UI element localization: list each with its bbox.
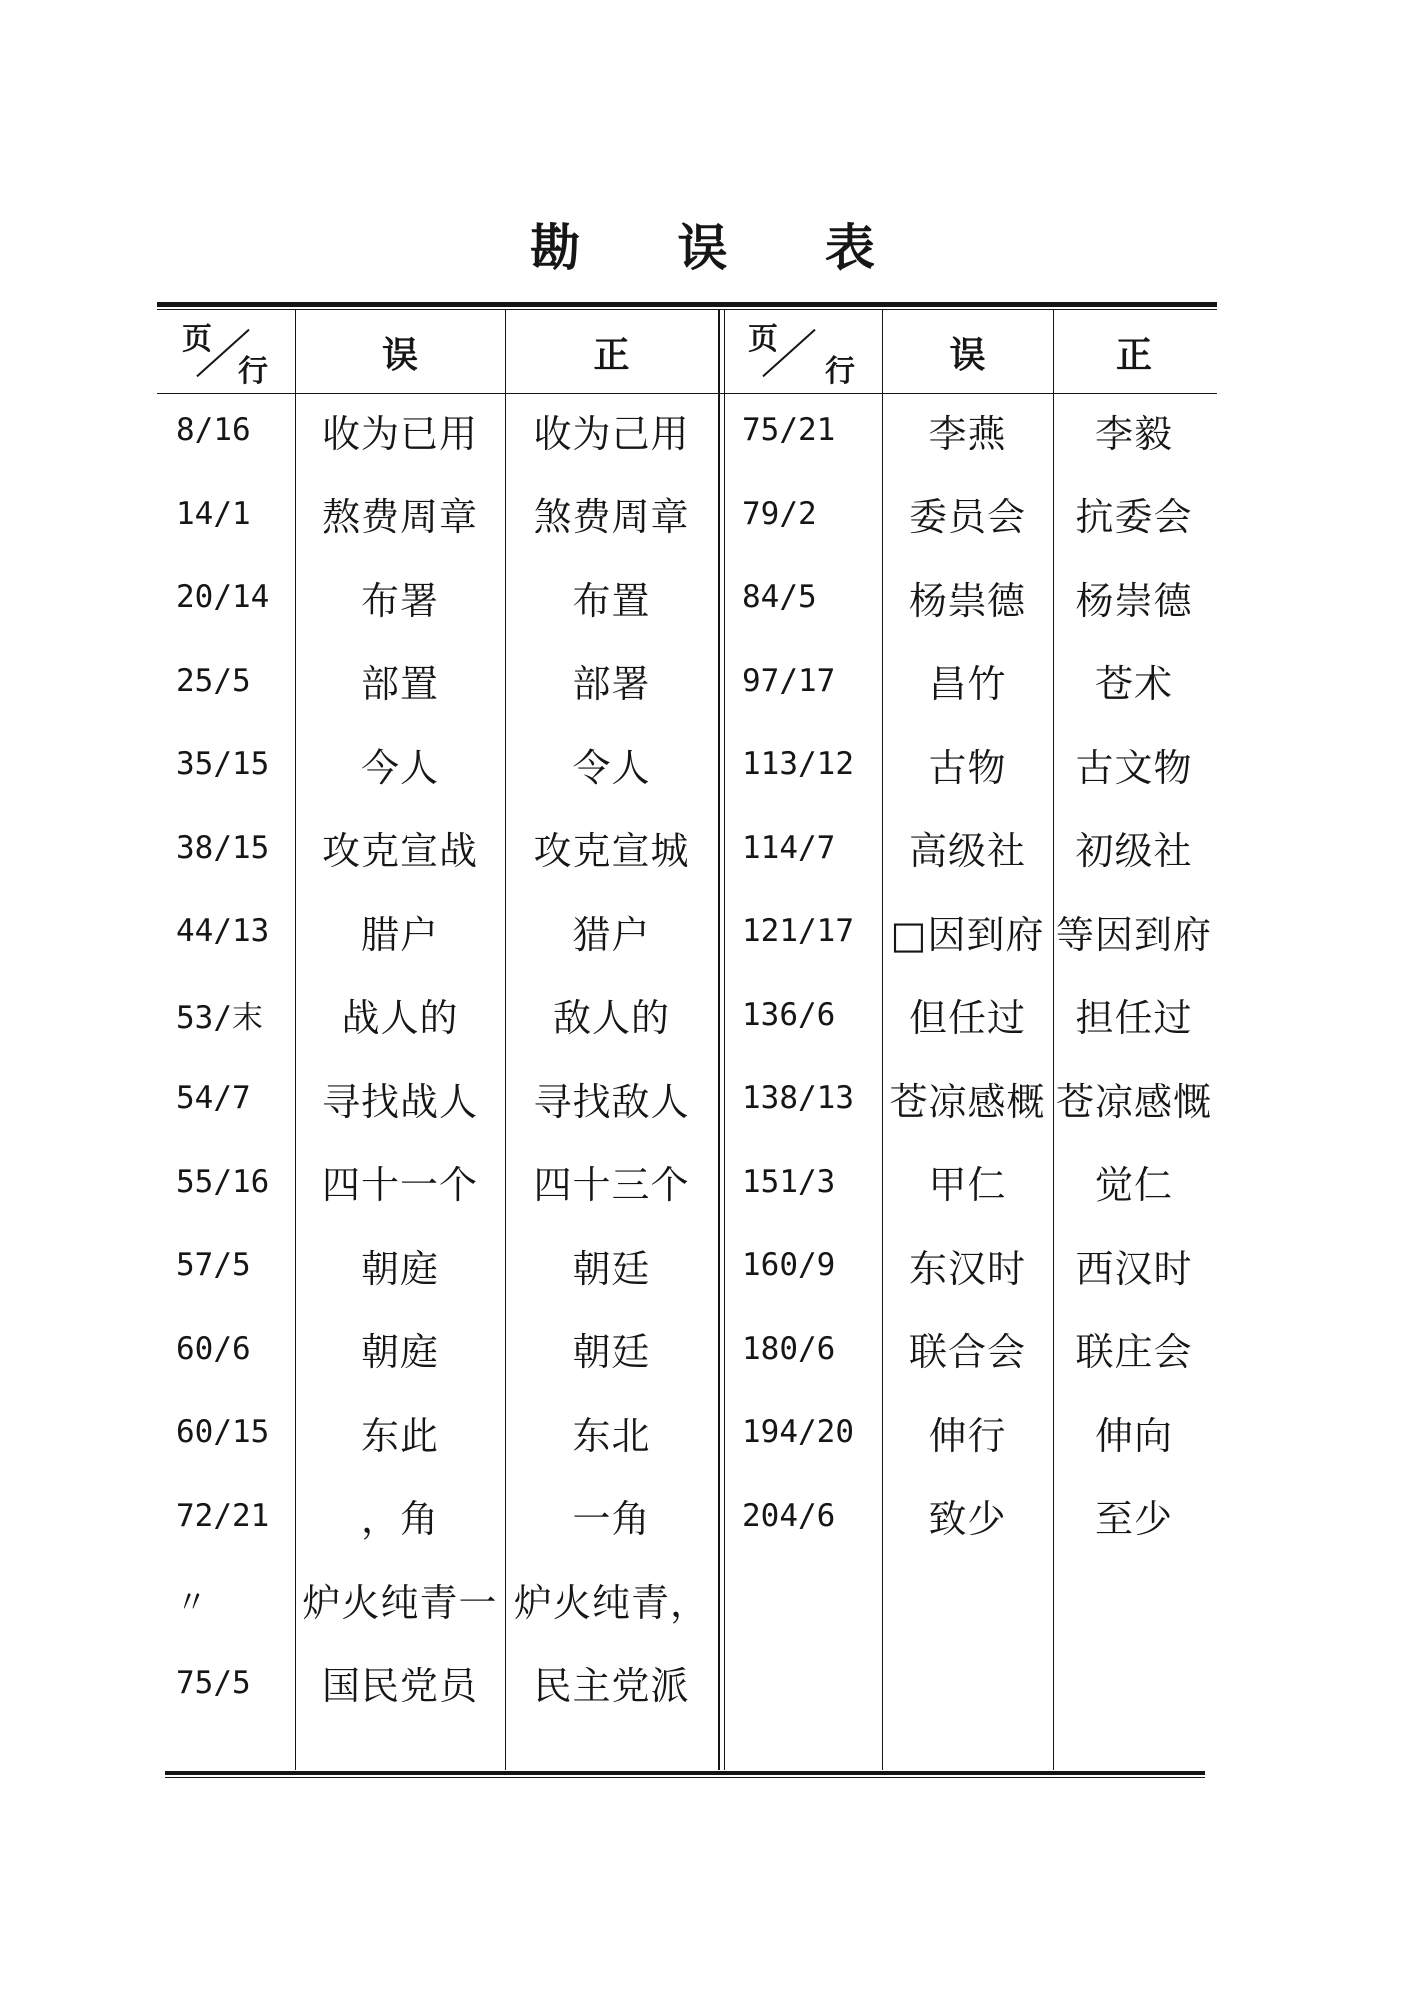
table-row (0, 1481, 1405, 1551)
correct-cell: 苍凉感慨 (1055, 1079, 1212, 1124)
correct-cell: 攻克宣城 (533, 829, 690, 873)
header-line-label: 行 (825, 354, 855, 389)
correct-cell: 东北 (572, 1413, 651, 1458)
table-row (0, 1314, 1405, 1384)
wrong-cell: 甲仁 (928, 1163, 1007, 1207)
header-correct-right: 正 (1115, 333, 1152, 376)
correct-cell: 煞费周章 (533, 495, 690, 539)
correct-cell: 等因到府 (1055, 912, 1212, 957)
header-line-label: 行 (238, 354, 268, 389)
page-line-cell: 35/15 (176, 746, 270, 782)
correct-cell: 至少 (1094, 1497, 1173, 1541)
page-line-cell: 8/16 (176, 412, 251, 448)
page-line-cell: 53/末 (176, 1000, 263, 1036)
correct-cell: 朝廷 (572, 1330, 651, 1374)
header-page-line-right (726, 312, 881, 392)
wrong-cell: 委员会 (908, 495, 1026, 539)
header-page-line-left (160, 312, 294, 392)
correct-cell: 初级社 (1075, 829, 1193, 873)
page-line-cell: 38/15 (176, 829, 270, 866)
correct-cell: 部署 (572, 662, 651, 706)
table-row (0, 1648, 1405, 1718)
header-page-label: 页 (748, 322, 778, 357)
page-line-cell: 75/21 (742, 412, 836, 448)
correct-cell: 伸向 (1094, 1413, 1173, 1458)
wrong-cell: 李燕 (928, 411, 1007, 456)
page-line-cell: 75/5 (176, 1664, 251, 1701)
page-line-cell: 20/14 (176, 579, 270, 615)
page-line-cell: 60/6 (176, 1330, 251, 1367)
table-bottom-thin-rule (165, 1777, 1205, 1778)
wrong-cell: 杨祟德 (908, 578, 1026, 623)
header-bottom-rule (157, 393, 1217, 394)
table-row (0, 395, 1405, 465)
correct-cell: 敌人的 (552, 996, 670, 1040)
wrong-cell: 联合会 (908, 1330, 1026, 1374)
wrong-cell: 高级社 (908, 829, 1026, 873)
correct-cell: 四十三个 (533, 1163, 690, 1207)
wrong-cell: ，角 (360, 1497, 439, 1541)
wrong-cell: 国民党员 (321, 1664, 478, 1708)
page-line-cell: 14/1 (176, 495, 251, 532)
wrong-cell: 东此 (360, 1413, 439, 1458)
header-wrong-right: 误 (949, 333, 986, 376)
correct-cell: 苍术 (1094, 662, 1173, 706)
page-line-cell: 114/7 (742, 829, 836, 866)
correct-cell: 杨崇德 (1075, 578, 1193, 623)
correct-cell: 觉仁 (1094, 1163, 1173, 1207)
page-line-cell: 151/3 (742, 1163, 836, 1200)
correct-cell: 李毅 (1094, 411, 1173, 456)
header-wrong-left: 误 (381, 333, 418, 376)
correct-cell: 抗委会 (1075, 495, 1193, 539)
page-line-cell: 44/13 (176, 913, 270, 949)
wrong-cell: 古物 (928, 745, 1007, 790)
page-line-cell: 121/17 (742, 913, 854, 949)
wrong-cell: 苍凉感概 (889, 1079, 1046, 1124)
page-title: 勘 误 表 (530, 218, 915, 277)
correct-cell: 猎户 (572, 912, 651, 957)
page-line-cell: 113/12 (742, 746, 854, 782)
table-row (0, 1230, 1405, 1300)
wrong-cell: 致少 (928, 1497, 1007, 1541)
correct-cell: 令人 (572, 745, 651, 790)
page-line-cell: 204/6 (742, 1497, 836, 1534)
wrong-cell: 收为已用 (321, 411, 478, 456)
page-line-cell: 97/17 (742, 662, 836, 699)
correct-cell: 寻找敌人 (533, 1079, 690, 1124)
table-row (0, 562, 1405, 632)
correct-cell: 炉火纯青， (513, 1580, 709, 1625)
correct-cell: 西汉时 (1075, 1246, 1193, 1291)
page-line-cell: 160/9 (742, 1247, 836, 1283)
page-line-cell: 138/13 (742, 1080, 854, 1116)
table-row (0, 1397, 1405, 1467)
table-row (0, 646, 1405, 716)
page-line-cell: 194/20 (742, 1414, 854, 1450)
page-line-cell: 180/6 (742, 1330, 836, 1367)
table-row (0, 479, 1405, 549)
page-line-cell: 57/5 (176, 1247, 251, 1283)
wrong-cell: 熬费周章 (321, 495, 478, 539)
wrong-cell: □因到府 (890, 912, 1045, 957)
page-line-cell: 72/21 (176, 1497, 270, 1534)
correct-cell: 联庄会 (1075, 1330, 1193, 1374)
header-page-label: 页 (182, 322, 212, 357)
header-correct-left: 正 (593, 333, 630, 376)
table-row (0, 813, 1405, 883)
page-line-cell: 54/7 (176, 1080, 251, 1116)
wrong-cell: 四十一个 (321, 1163, 478, 1207)
wrong-cell: 布署 (360, 578, 439, 623)
correct-cell: 民主党派 (533, 1664, 690, 1708)
correct-cell: 布置 (572, 578, 651, 623)
wrong-cell: 攻克宣战 (321, 829, 478, 873)
table-bottom-rule (165, 1771, 1205, 1775)
table-top-thin-rule (157, 309, 1217, 310)
page-line-cell: 136/6 (742, 996, 836, 1033)
wrong-cell: 战人的 (341, 996, 459, 1040)
wrong-cell: 今人 (360, 745, 439, 790)
correct-cell: 收为己用 (533, 411, 690, 456)
correct-cell: 担任过 (1075, 996, 1193, 1040)
correct-cell: 朝廷 (572, 1246, 651, 1291)
wrong-cell: 朝庭 (360, 1246, 439, 1291)
wrong-cell: 寻找战人 (321, 1079, 478, 1124)
wrong-cell: 朝庭 (360, 1330, 439, 1374)
page-line-cell: 〃 (176, 1584, 207, 1621)
page-line-cell: 25/5 (176, 662, 251, 699)
wrong-cell: 腊户 (360, 912, 439, 957)
wrong-cell: 但任过 (908, 996, 1026, 1040)
table-top-rule (157, 302, 1217, 307)
wrong-cell: 部置 (360, 662, 439, 706)
table-row (0, 1564, 1405, 1634)
table-row (0, 729, 1405, 799)
table-row (0, 1147, 1405, 1217)
table-row (0, 980, 1405, 1050)
wrong-cell: 东汉时 (908, 1246, 1026, 1291)
wrong-cell: 炉火纯青一 (302, 1580, 498, 1625)
wrong-cell: 昌竹 (928, 662, 1007, 706)
table-row (0, 1063, 1405, 1133)
table-row (0, 896, 1405, 966)
page-line-cell: 55/16 (176, 1163, 270, 1200)
correct-cell: 古文物 (1075, 745, 1193, 790)
correct-cell: 一角 (572, 1497, 651, 1541)
page-line-cell: 60/15 (176, 1414, 270, 1450)
page-line-cell: 79/2 (742, 495, 817, 532)
wrong-cell: 伸行 (928, 1413, 1007, 1458)
page-line-cell: 84/5 (742, 579, 817, 615)
